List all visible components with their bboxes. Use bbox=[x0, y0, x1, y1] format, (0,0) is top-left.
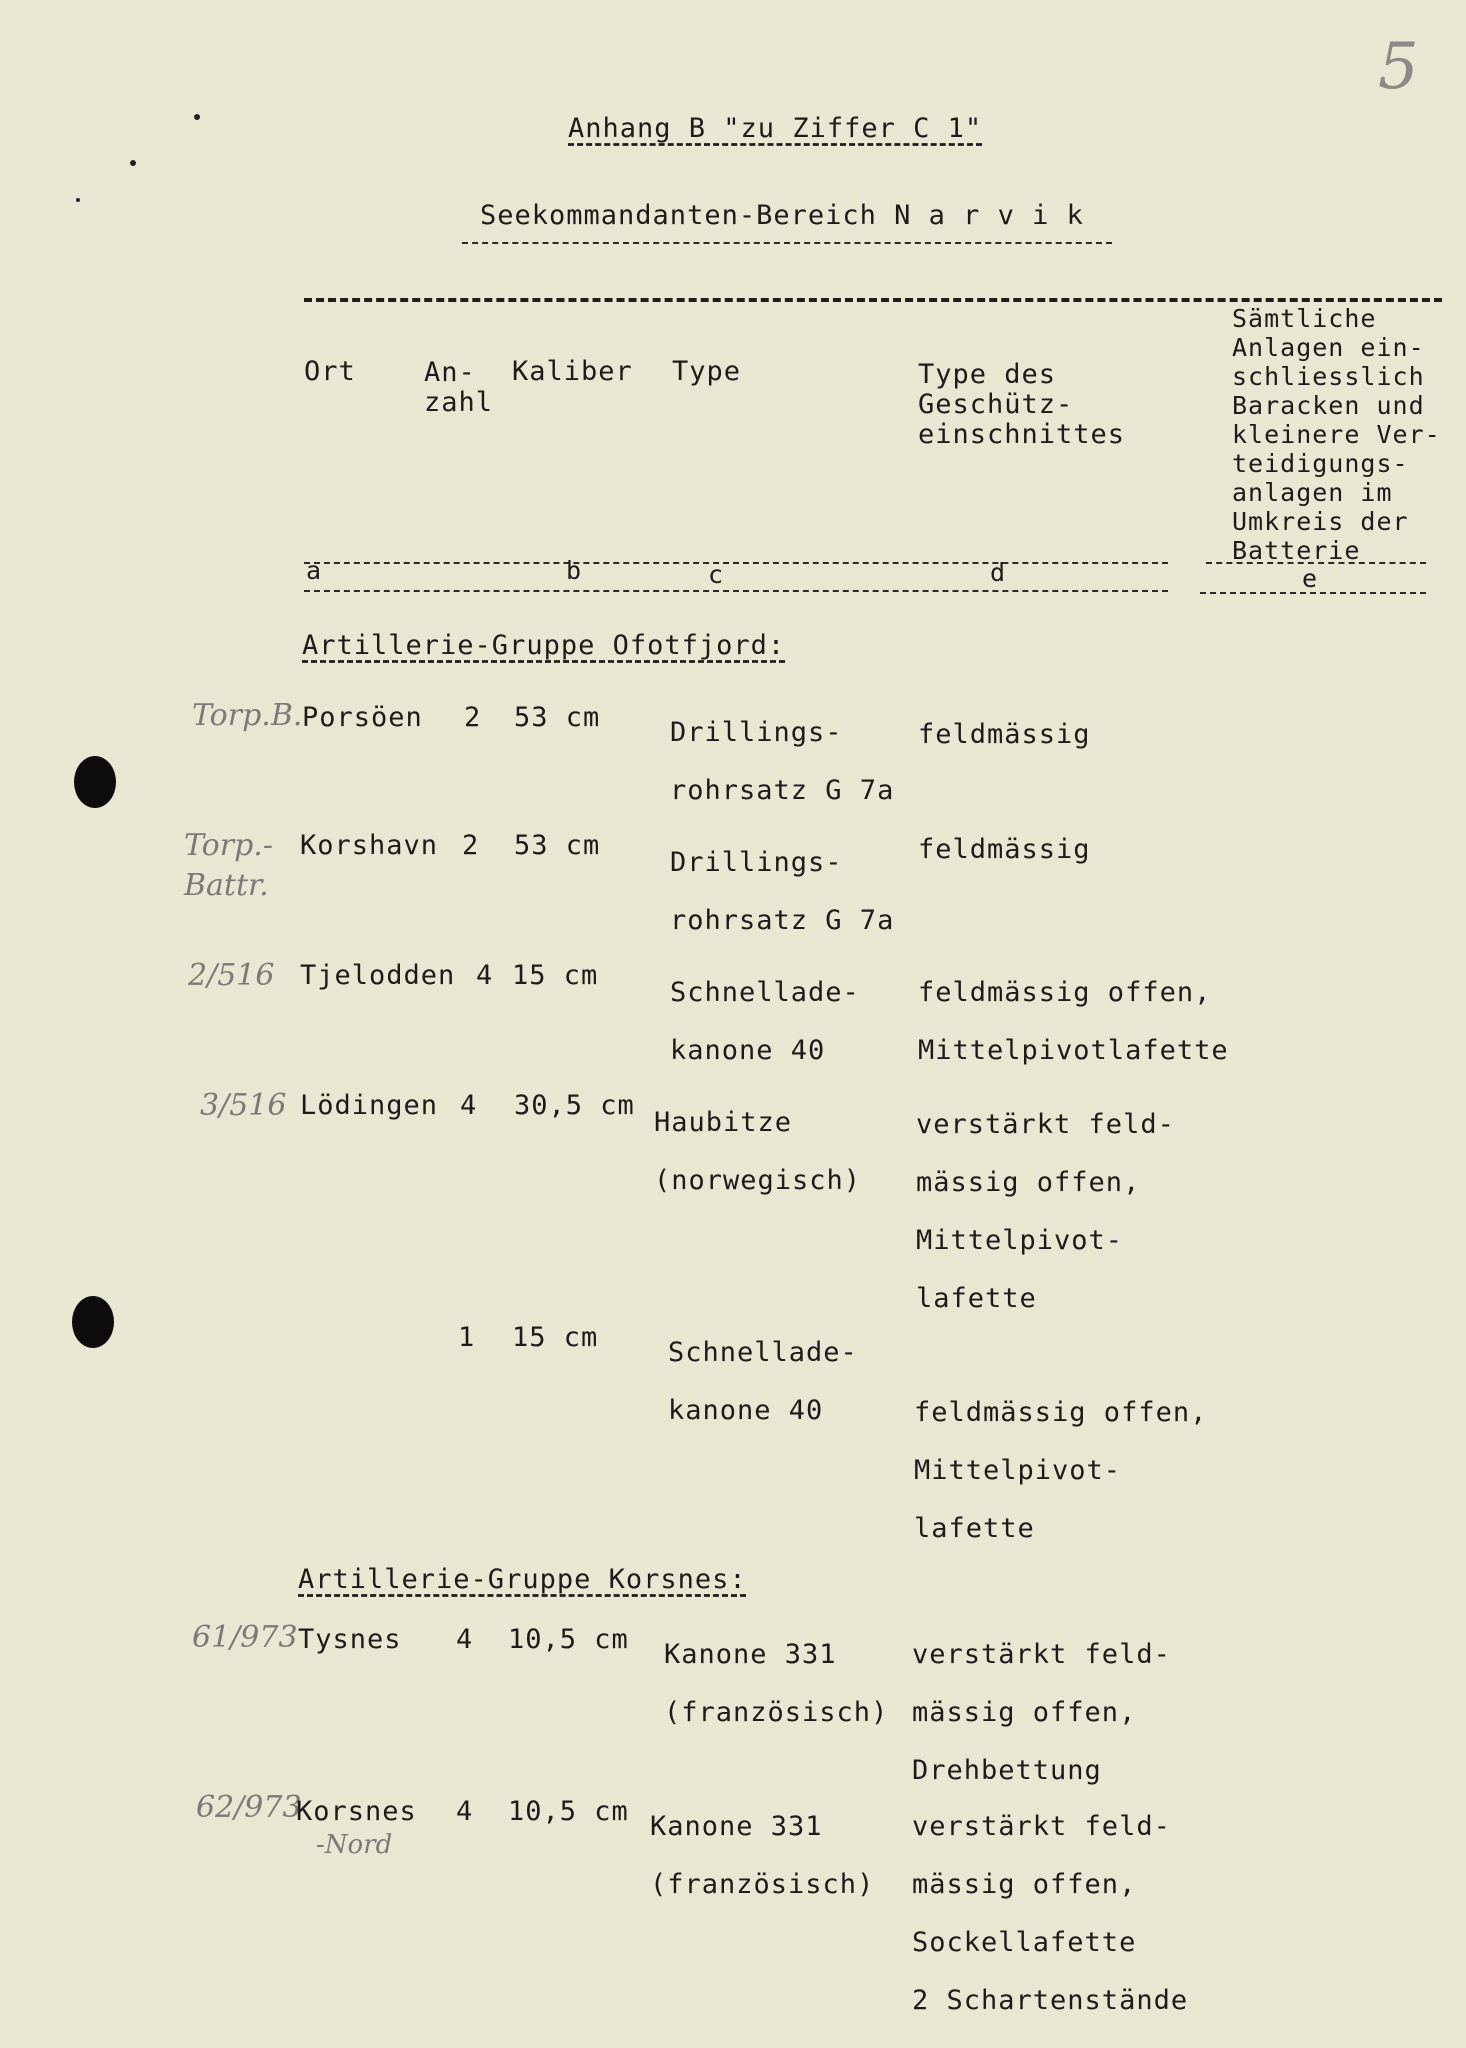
cell-type: Drillings- rohrsatz G 7a bbox=[670, 847, 895, 936]
page-number: 5 bbox=[1378, 30, 1419, 104]
group-title: Artillerie-Gruppe Ofotfjord: bbox=[302, 630, 786, 661]
header-bottom-rule-right bbox=[1206, 562, 1426, 564]
col-letter-e: e bbox=[1302, 564, 1319, 593]
punch-hole-top bbox=[74, 756, 116, 808]
ink-dot bbox=[130, 160, 136, 166]
header-top-rule bbox=[304, 298, 1442, 302]
cell-type: Drillings- rohrsatz G 7a bbox=[670, 717, 895, 806]
cell-kaliber: 10,5 cm bbox=[508, 1796, 629, 1827]
cell-type: Kanone 331 (französisch) bbox=[650, 1811, 875, 1900]
punch-hole-bottom bbox=[72, 1296, 114, 1348]
col-header-type: Type bbox=[672, 356, 742, 387]
col-header-geschuetz: Type des Geschütz- einschnittes bbox=[918, 359, 1126, 450]
document-subheading: Seekommandanten-Bereich N a r v i k bbox=[480, 200, 1084, 231]
col-header-ort: Ort bbox=[304, 356, 356, 387]
handwritten-note: 62/973 bbox=[196, 1790, 302, 1825]
cell-anzahl: 4 bbox=[476, 960, 494, 991]
cell-kaliber: 15 cm bbox=[512, 1322, 599, 1353]
cell-anzahl: 4 bbox=[460, 1090, 478, 1121]
cell-ort: Porsöen bbox=[302, 702, 423, 733]
col-letter-d: d bbox=[990, 558, 1007, 587]
col-header-anzahl: An- zahl bbox=[424, 357, 494, 418]
handwritten-note: 61/973 bbox=[192, 1620, 298, 1655]
handwritten-note: Torp.- Battr. bbox=[184, 828, 273, 903]
cell-ort: Korshavn bbox=[300, 830, 439, 861]
letters-rule bbox=[304, 590, 1168, 592]
col-header-anlagen: Sämtliche Anlagen ein- schliesslich Baracken und kleinere Ver- teidigungs- anlagen im Umkreis der Batterie bbox=[1232, 304, 1441, 565]
col-header-kaliber: Kaliber bbox=[512, 356, 633, 387]
cell-kaliber: 10,5 cm bbox=[508, 1624, 629, 1655]
cell-kaliber: 30,5 cm bbox=[514, 1090, 635, 1121]
col-letter-c: c bbox=[708, 560, 725, 589]
ink-dot bbox=[76, 198, 80, 202]
cell-type: Schnellade- kanone 40 bbox=[670, 977, 860, 1066]
cell-einschnitt: feldmässig offen, Mittelpivotlafette bbox=[918, 977, 1229, 1066]
cell-ort: Lödingen bbox=[300, 1090, 439, 1121]
cell-ort: Tjelodden bbox=[300, 960, 456, 991]
cell-anzahl: 2 bbox=[462, 830, 480, 861]
document-heading: Anhang B "zu Ziffer C 1" bbox=[568, 113, 983, 144]
cell-einschnitt: verstärkt feld- mässig offen, Mittelpivot- lafette bbox=[916, 1109, 1175, 1314]
cell-einschnitt: verstärkt feld- mässig offen, Sockellafette 2 Schartenstände bbox=[912, 1811, 1189, 2016]
cell-ort: Tysnes bbox=[298, 1624, 402, 1655]
cell-einschnitt: verstärkt feld- mässig offen, Drehbettung bbox=[912, 1639, 1171, 1786]
cell-kaliber: 53 cm bbox=[514, 702, 601, 733]
cell-ort: Korsnes bbox=[296, 1796, 417, 1827]
cell-einschnitt: feldmässig bbox=[918, 834, 1091, 865]
col-letter-b: b bbox=[566, 556, 583, 585]
subheading-rule bbox=[462, 242, 1112, 244]
cell-anzahl: 4 bbox=[456, 1796, 474, 1827]
ink-dot bbox=[194, 114, 200, 120]
cell-type: Schnellade- kanone 40 bbox=[668, 1337, 858, 1426]
cell-anzahl: 1 bbox=[458, 1322, 476, 1353]
letters-rule-right bbox=[1200, 592, 1426, 594]
handwritten-note: 2/516 bbox=[188, 958, 275, 993]
handwritten-note: 3/516 bbox=[200, 1088, 287, 1123]
cell-einschnitt: feldmässig bbox=[918, 719, 1091, 750]
cell-anzahl: 2 bbox=[464, 702, 482, 733]
col-letter-a: a bbox=[306, 556, 323, 585]
cell-kaliber: 53 cm bbox=[514, 830, 601, 861]
cell-kaliber: 15 cm bbox=[512, 960, 599, 991]
group-title: Artillerie-Gruppe Korsnes: bbox=[298, 1564, 747, 1595]
cell-anzahl: 4 bbox=[456, 1624, 474, 1655]
cell-type: Kanone 331 (französisch) bbox=[664, 1639, 889, 1728]
cell-einschnitt: feldmässig offen, Mittelpivot- lafette bbox=[914, 1397, 1208, 1544]
handwritten-note: Torp.B. bbox=[192, 698, 303, 733]
cell-type: Haubitze (norwegisch) bbox=[654, 1107, 862, 1196]
handwritten-note: -Nord bbox=[316, 1830, 393, 1860]
header-bottom-rule bbox=[304, 562, 1168, 564]
